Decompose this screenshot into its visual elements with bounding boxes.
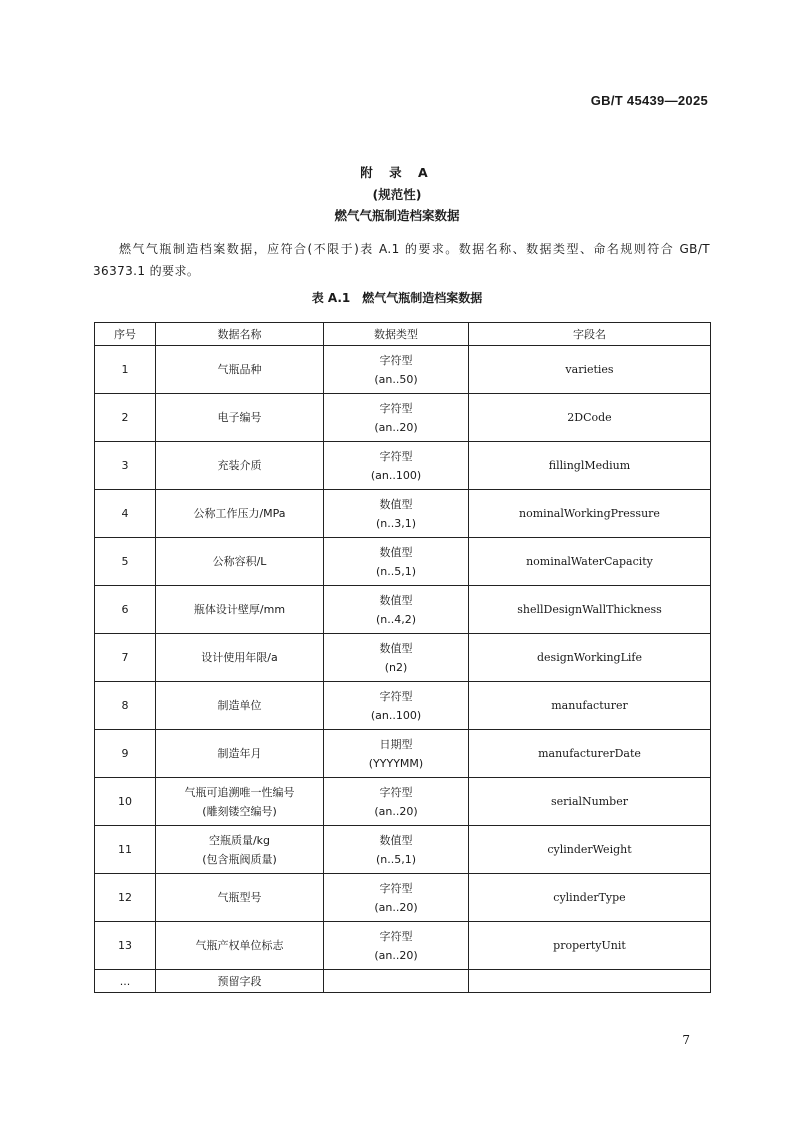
cell-line: 字符型 — [379, 785, 413, 799]
table-caption-title: 燃气气瓶制造档案数据 — [362, 291, 483, 305]
cell-line: (n..5,1) — [375, 564, 417, 578]
cell-data-type — [324, 778, 469, 826]
table-row — [95, 490, 711, 538]
table-row-reserved — [95, 970, 711, 993]
cell-data-name — [156, 586, 324, 634]
cell-data-name — [156, 394, 324, 442]
cell-serial-no: 4 — [95, 490, 156, 538]
cell-line: 电子编号 — [217, 411, 262, 424]
table-header-row — [95, 323, 711, 346]
cell-line: (an..20) — [374, 900, 418, 914]
annex-label: 附 录 A — [360, 165, 434, 180]
cell-serial-no: 12 — [95, 874, 156, 922]
cell-data-type — [324, 586, 469, 634]
cell-line: 字符型 — [379, 689, 413, 703]
cell-line: (n..5,1) — [375, 852, 417, 866]
cell-field-name: serialNumber — [469, 778, 711, 826]
table-row — [95, 394, 711, 442]
cell-line: (an..20) — [374, 420, 418, 434]
cell-field-name: 2DCode — [469, 394, 711, 442]
table-row — [95, 922, 711, 970]
cell-serial-no: 6 — [95, 586, 156, 634]
cell-line: 气瓶品种 — [217, 363, 262, 376]
header-serial-no: 序号 — [95, 323, 156, 346]
data-table — [94, 322, 711, 993]
table-caption — [0, 289, 794, 306]
header-data-type: 数据类型 — [324, 323, 469, 346]
cell-line: 气瓶可追溯唯一性编号 — [184, 785, 295, 799]
cell-field-name: cylinderType — [469, 874, 711, 922]
cell-line: (n..4,2) — [375, 612, 417, 626]
cell-line: 字符型 — [379, 353, 413, 367]
cell-data-name — [156, 442, 324, 490]
cell-serial-no: 8 — [95, 682, 156, 730]
cell-serial-no: 5 — [95, 538, 156, 586]
cell-data-type — [324, 394, 469, 442]
table-row — [95, 634, 711, 682]
annex-title: 燃气气瓶制造档案数据 — [334, 208, 460, 223]
cell-serial-no: 7 — [95, 634, 156, 682]
table-row — [95, 586, 711, 634]
cell-line: (an..20) — [374, 804, 418, 818]
annex-normativity: (规范性) — [372, 187, 422, 202]
cell-line: 字符型 — [379, 449, 413, 463]
cell-data-name — [156, 682, 324, 730]
cell-data-name — [156, 730, 324, 778]
cell-line: (an..100) — [370, 468, 422, 482]
cell-line: 公称容积/L — [212, 555, 267, 568]
cell-line: 数值型 — [379, 545, 413, 559]
cell-field-name: varieties — [469, 346, 711, 394]
cell-data-name — [156, 922, 324, 970]
cell-line: (n..3,1) — [375, 516, 417, 530]
cell-line: 数值型 — [379, 593, 413, 607]
cell-line: 气瓶产权单位标志 — [195, 939, 284, 952]
cell-data-type — [324, 682, 469, 730]
page-number: 7 — [682, 1033, 690, 1047]
table-caption-number: 表 A.1 — [311, 291, 351, 305]
cell-serial-no: 11 — [95, 826, 156, 874]
cell-data-name — [156, 826, 324, 874]
cell-field-name: manufacturer — [469, 682, 711, 730]
cell-field-name: shellDesignWallThickness — [469, 586, 711, 634]
cell-line: (an..100) — [370, 708, 422, 722]
cell-line: 字符型 — [379, 929, 413, 943]
cell-data-type — [324, 826, 469, 874]
header-data-name: 数据名称 — [156, 323, 324, 346]
cell-line: 字符型 — [379, 401, 413, 415]
cell-line: 数值型 — [379, 833, 413, 847]
cell-field-name: manufacturerDate — [469, 730, 711, 778]
header-field-name: 字段名 — [469, 323, 711, 346]
table-row — [95, 730, 711, 778]
cell-data-name — [156, 634, 324, 682]
cell-serial-no: 10 — [95, 778, 156, 826]
cell-line: (an..20) — [374, 948, 418, 962]
cell-serial-no: ... — [95, 970, 156, 993]
table-row — [95, 826, 711, 874]
cell-data-type — [324, 922, 469, 970]
cell-field-name: nominalWaterCapacity — [469, 538, 711, 586]
cell-line: 充装介质 — [217, 459, 262, 472]
cell-data-name: 预留字段 — [156, 970, 324, 993]
table-row — [95, 346, 711, 394]
cell-data-type — [324, 730, 469, 778]
cell-field-name: propertyUnit — [469, 922, 711, 970]
intro-paragraph: 燃气气瓶制造档案数据，应符合(不限于)表 A.1 的要求。数据名称、数据类型、命名规则符合 GB/T 36373.1 的要求。 — [93, 242, 710, 278]
cell-data-name — [156, 538, 324, 586]
cell-field-name: nominalWorkingPressure — [469, 490, 711, 538]
cell-line: (雕刻镂空编号) — [202, 804, 277, 818]
cell-data-type — [324, 538, 469, 586]
cell-line: 数值型 — [379, 497, 413, 511]
table-body — [95, 346, 711, 993]
cell-line: 空瓶质量/kg — [208, 833, 271, 847]
cell-line: 制造单位 — [217, 699, 262, 712]
cell-data-type — [324, 874, 469, 922]
cell-line: (YYYYMM) — [368, 756, 424, 770]
cell-line: (包含瓶阀质量) — [202, 852, 277, 866]
cell-line: 公称工作压力/MPa — [193, 507, 286, 520]
cell-field-name-empty — [469, 970, 711, 993]
cell-serial-no: 1 — [95, 346, 156, 394]
cell-data-name — [156, 346, 324, 394]
table-row — [95, 682, 711, 730]
cell-line: 气瓶型号 — [217, 891, 262, 904]
cell-data-type — [324, 634, 469, 682]
cell-field-name: fillinglMedium — [469, 442, 711, 490]
table-row — [95, 442, 711, 490]
table-row — [95, 874, 711, 922]
cell-field-name: designWorkingLife — [469, 634, 711, 682]
cell-line: (n2) — [384, 660, 408, 674]
cell-line: 瓶体设计壁厚/mm — [193, 603, 286, 616]
cell-serial-no: 3 — [95, 442, 156, 490]
cell-line: (an..50) — [374, 372, 418, 386]
cell-data-type — [324, 442, 469, 490]
standard-number: GB/T 45439—2025 — [590, 93, 708, 108]
cell-line: 制造年月 — [217, 747, 262, 760]
cell-data-type-empty — [324, 970, 469, 993]
cell-data-type — [324, 346, 469, 394]
cell-data-name — [156, 874, 324, 922]
cell-line: 设计使用年限/a — [201, 651, 278, 664]
cell-line: 字符型 — [379, 881, 413, 895]
cell-serial-no: 2 — [95, 394, 156, 442]
cell-data-name — [156, 778, 324, 826]
cell-data-type — [324, 490, 469, 538]
cell-serial-no: 13 — [95, 922, 156, 970]
table-row — [95, 778, 711, 826]
cell-line: 数值型 — [379, 641, 413, 655]
cell-data-name — [156, 490, 324, 538]
cell-serial-no: 9 — [95, 730, 156, 778]
cell-line: 日期型 — [379, 737, 413, 751]
cell-field-name: cylinderWeight — [469, 826, 711, 874]
table-row — [95, 538, 711, 586]
